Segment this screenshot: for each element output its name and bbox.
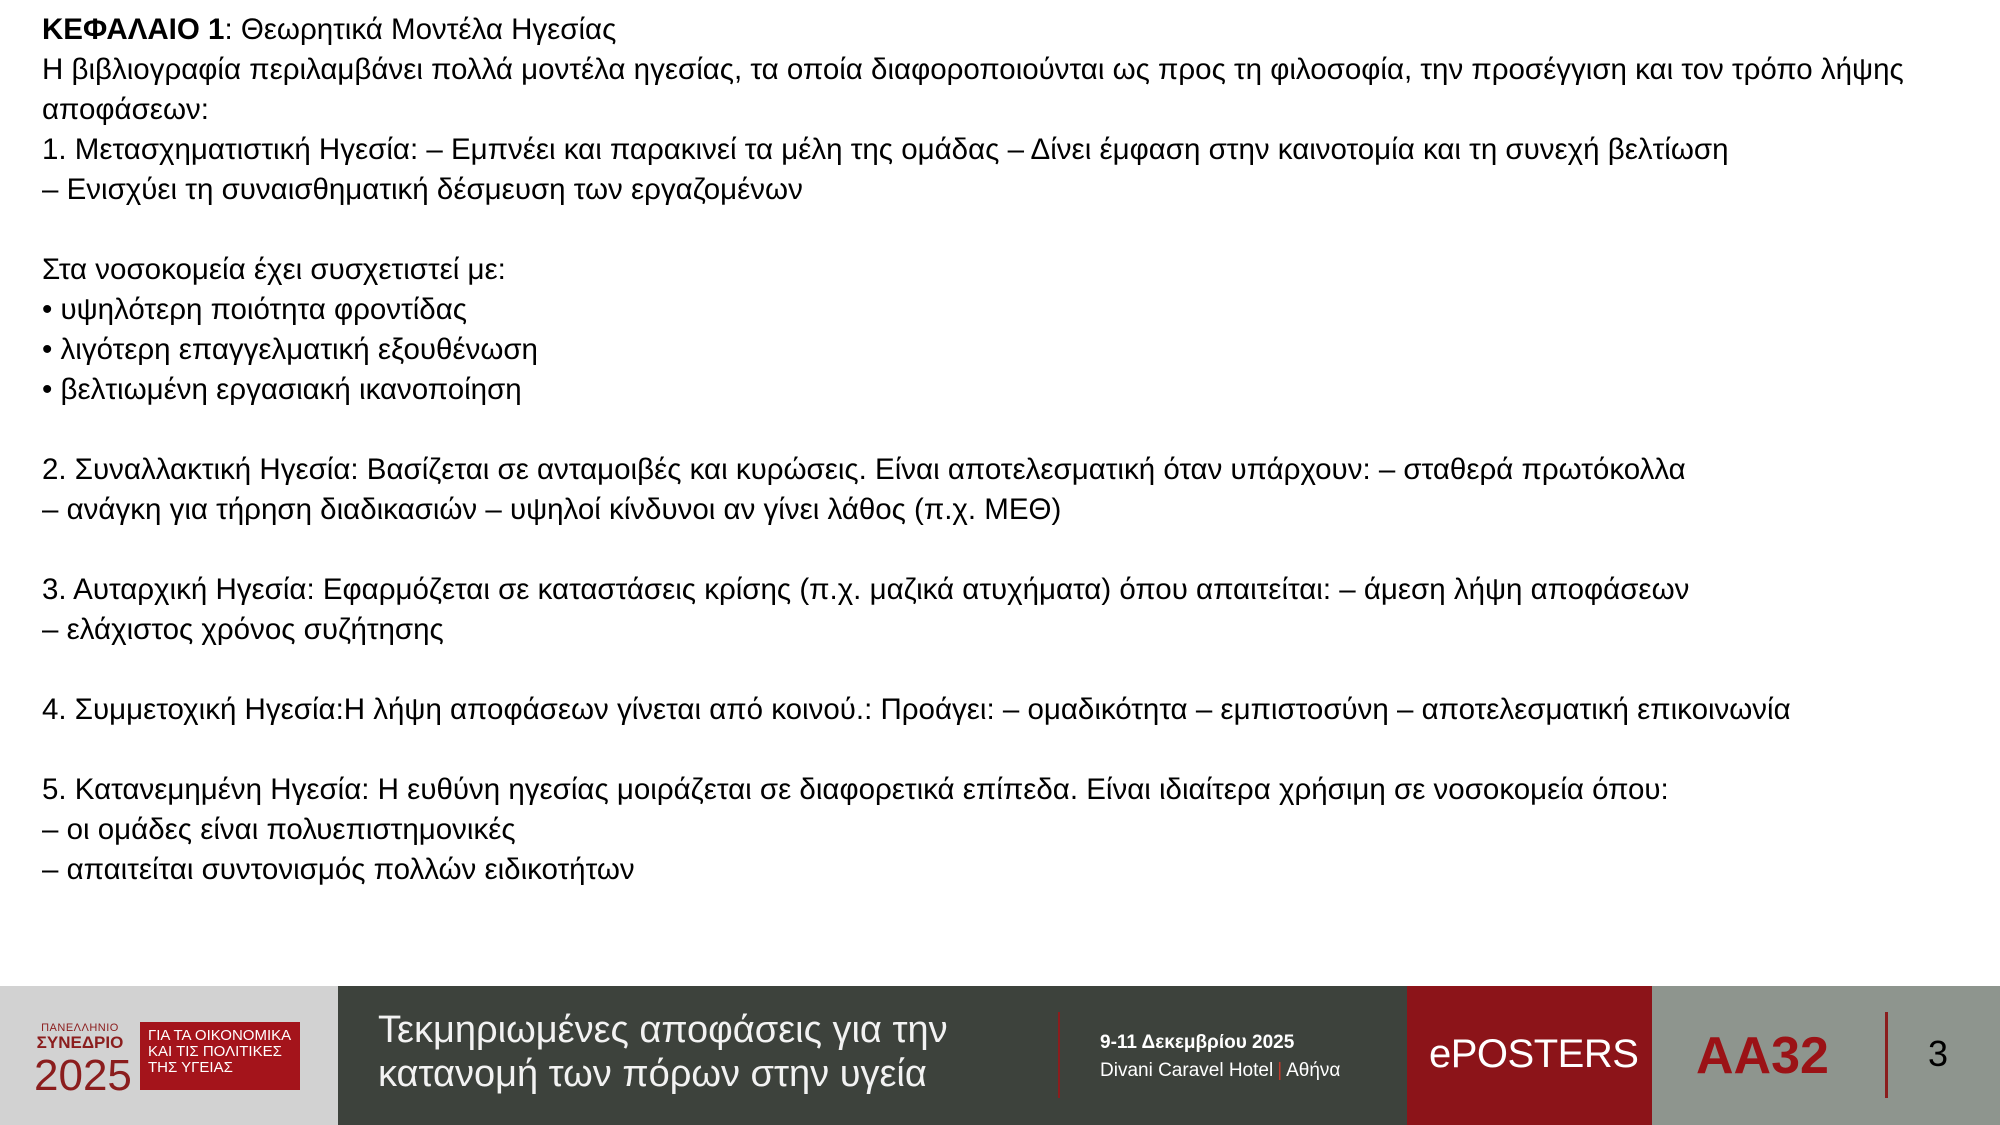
conference-logo [0, 986, 338, 1125]
page-number: 3 [1928, 1033, 1949, 1074]
footer-banner [0, 986, 2000, 1125]
conference-tagline [378, 1008, 1018, 1096]
logo-red-box [140, 1022, 300, 1090]
model-5-line-2: – οι ομάδες είναι πολυεπιστημονικές [42, 813, 516, 846]
model-3-line-2: – ελάχιστος χρόνος συζήτησης [42, 613, 444, 646]
model-2-line-2: – ανάγκη για τήρηση διαδικασιών – υψηλοί κίνδυνοι αν γίνει λάθος (π.χ. ΜΕΘ) [42, 493, 1062, 526]
poster-code: AA32 [1696, 1027, 1829, 1085]
intro-paragraph: Η βιβλιογραφία περιλαμβάνει πολλά μοντέλα ηγεσίας, τα οποία διαφοροποιούνται ως προς τη φιλοσοφία, την προσέγγιση και τον τρόπο λήψης αποφάσεων: [42, 53, 1904, 126]
bullet-item: • λιγότερη επαγγελματική εξουθένωση [42, 333, 538, 366]
logo-box-line: ΤΗΣ ΥΓΕΙΑΣ [148, 1059, 233, 1076]
divider [1058, 1012, 1060, 1098]
eposters-panel [1407, 986, 1652, 1125]
model-1-line-1: 1. Μετασχηματιστική Ηγεσία: – Εμπνέει και παρακινεί τα μέλη της ομάδας – Δίνει έμφαση στην καινοτομία και τη συνεχή βελτίωση [42, 133, 1729, 166]
eposters-label: ePOSTERS [1429, 1032, 1639, 1076]
model-4-text: 4. Συμμετοχική Ηγεσία:Η λήψη αποφάσεων γίνεται από κοινού.: Προάγει: – ομαδικότητα – εμπιστοσύνη – αποτελεσματική επικοινωνία [42, 693, 1791, 726]
chapter-title: : Θεωρητικά Μοντέλα Ηγεσίας [224, 13, 617, 46]
logo-wordmark [34, 1022, 132, 1100]
poster-code-panel [1652, 986, 2000, 1125]
divider [1885, 1012, 1888, 1098]
footer-title-panel [338, 986, 1407, 1125]
logo-mid-text: ΣΥΝΕΔΡΙΟ [36, 1033, 124, 1052]
model-5-line-3: – απαιτείται συντονισμός πολλών ειδικοτήτων [42, 853, 635, 886]
bullet-item: • βελτιωμένη εργασιακή ικανοποίηση [42, 373, 522, 406]
chapter-label: ΚΕΦΑΛΑΙΟ 1 [42, 13, 225, 46]
model-2-line-1: 2. Συναλλακτική Ηγεσία: Βασίζεται σε ανταμοιβές και κυρώσεις. Είναι αποτελεσματική όταν υπάρχουν: – σταθερά πρωτόκολλα [42, 453, 1686, 486]
model-5-line-1: 5. Κατανεμημένη Ηγεσία: Η ευθύνη ηγεσίας μοιράζεται σε διαφορετικά επίπεδα. Είναι ιδιαίτερα χρήσιμη σε νοσοκομεία όπου: [42, 773, 1669, 806]
venue-separator: | [1277, 1060, 1283, 1081]
venue-hotel: Divani Caravel Hotel [1100, 1060, 1274, 1081]
model-3-line-1: 3. Αυταρχική Ηγεσία: Εφαρμόζεται σε καταστάσεις κρίσης (π.χ. μαζικά ατυχήματα) όπου απαιτείται: – άμεση λήψη αποφάσεων [42, 573, 1690, 606]
venue-city: Αθήνα [1286, 1060, 1341, 1081]
logo-box-line: ΚΑΙ ΤΙΣ ΠΟΛΙΤΙΚΕΣ [148, 1043, 282, 1060]
conference-dates: 9-11 Δεκεμβρίου 2025 [1100, 1032, 1295, 1053]
model-1-line-2: – Ενισχύει τη συναισθηματική δέσμευση των εργαζομένων [42, 173, 803, 206]
tagline-line: κατανομή των πόρων στην υγεία [378, 1053, 927, 1095]
bullet-item: • υψηλότερη ποιότητα φροντίδας [42, 293, 467, 326]
logo-small-text: ΠΑΝΕΛΛΗΝΙΟ [41, 1022, 119, 1034]
logo-box-line: ΓΙΑ ΤΑ ΟΙΚΟΝΟΜΙΚΑ [148, 1027, 292, 1044]
document-body [42, 10, 1972, 890]
chapter-heading [42, 10, 1972, 50]
conference-venue [1100, 1058, 1340, 1084]
hospitals-heading: Στα νοσοκομεία έχει συσχετιστεί με: [42, 253, 506, 286]
tagline-line: Τεκμηριωμένες αποφάσεις για την [378, 1009, 948, 1051]
logo-year: 2025 [34, 1051, 132, 1100]
